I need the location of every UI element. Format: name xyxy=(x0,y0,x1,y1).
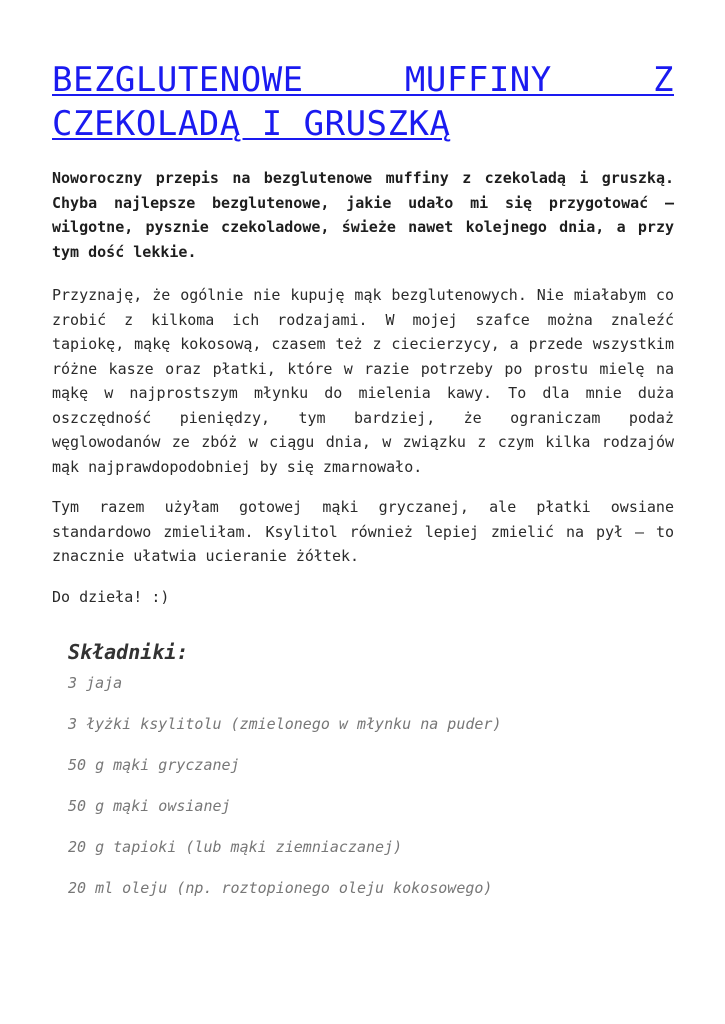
ingredient-item: 20 ml oleju (np. roztopionego oleju kokosowego) xyxy=(68,879,493,897)
article-title-link[interactable]: BEZGLUTENOWE MUFFINY Z CZEKOLADĄ I GRUSZKĄ xyxy=(52,60,674,144)
article xyxy=(52,58,674,919)
ingredient-item: 50 g mąki gryczanej xyxy=(68,756,240,774)
ingredient-item: 50 g mąki owsianej xyxy=(68,797,231,815)
ingredients-list xyxy=(68,673,674,898)
ingredient-item: 3 jaja xyxy=(68,674,123,692)
ingredients-section xyxy=(52,639,674,898)
paragraph-intro: Przyznaję, że ogólnie nie kupuję mąk bezglutenowych. Nie miałabym co zrobić z kilkoma ich rodzajami. W mojej szafce można znaleźć tapiokę, mąkę kokosową, czasem też z ciecierzycy, a przede wszystkim różne kasze oraz płatki, które w razie potrzeby po prostu mielę na mąkę w najprostszym młynku do mielenia kawy. To dla mnie duża oszczędność pieniędzy, tym bardziej, że ograniczam podaż węglowodanów ze zbóż w ciągu dnia, w związku z czym kilka rodzajów mąk najprawdopodobniej by się zmarnowało. xyxy=(52,286,674,476)
article-lead: Noworoczny przepis na bezglutenowe muffiny z czekoladą i gruszką. Chyba najlepsze bezglutenowe, jakie udało mi się przygotować – wilgotne, pysznie czekoladowe, świeże nawet kolejnego dnia, a przy tym dość lekkie. xyxy=(52,169,674,261)
ingredient-item: 3 łyżki ksylitolu (zmielonego w młynku na puder) xyxy=(68,715,502,733)
article-title xyxy=(52,58,674,146)
paragraph-start: Do dzieła! :) xyxy=(52,587,170,606)
paragraph-flour: Tym razem użyłam gotowej mąki gryczanej, ale płatki owsiane standardowo zmieliłam. Ksylitol również lepiej zmielić na pył – to znacznie ułatwia ucieranie żółtek. xyxy=(52,498,674,565)
ingredients-heading: Składniki: xyxy=(68,640,189,664)
ingredient-item: 20 g tapioki (lub mąki ziemniaczanej) xyxy=(68,838,403,856)
